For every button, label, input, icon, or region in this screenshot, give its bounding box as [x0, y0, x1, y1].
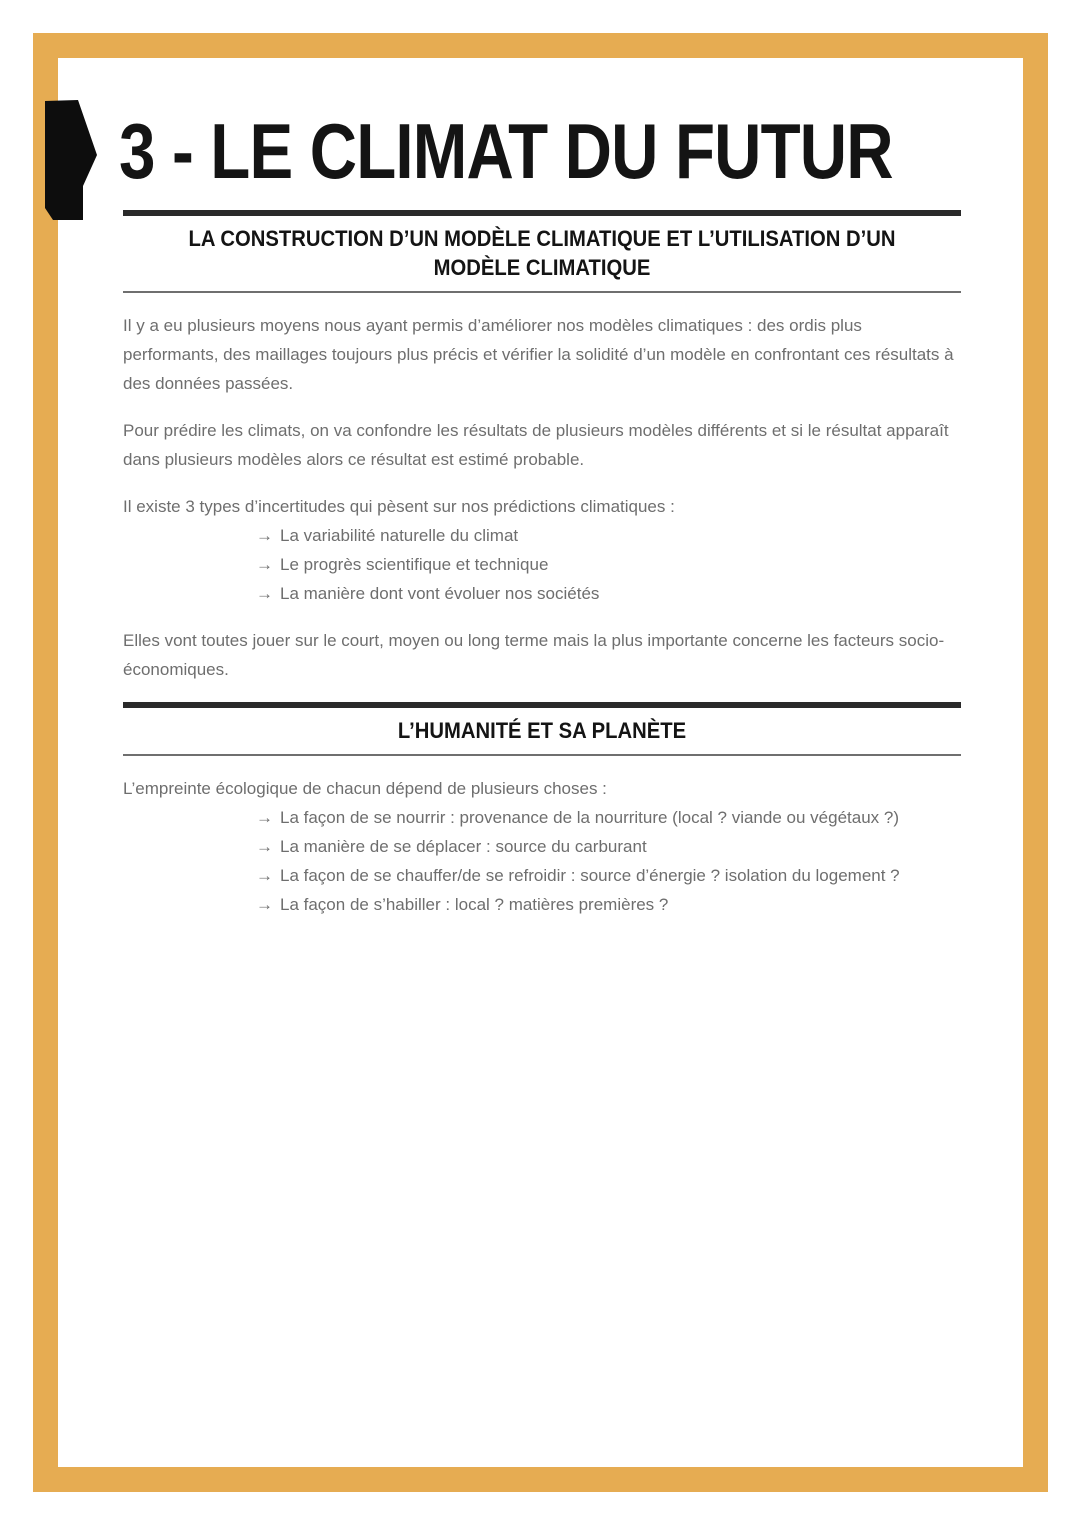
arrow-icon: →: [256, 837, 273, 856]
page-title: 3 - LE CLIMAT DU FUTUR: [119, 107, 893, 195]
paragraph: Elles vont toutes jouer sur le court, moyen ou long terme mais la plus importante concerne les facteurs socio-économiques.: [123, 631, 945, 679]
section-humanite-planete: [123, 702, 961, 919]
section-construction-modele: [123, 210, 961, 684]
section-body: [123, 774, 961, 919]
section-heading: LA CONSTRUCTION D’UN MODÈLE CLIMATIQUE ET L’UTILISATION D’UN MODÈLE CLIMATIQUE: [188, 226, 896, 280]
arrow-icon: →: [256, 808, 273, 827]
arrow-icon: →: [256, 555, 273, 574]
list-item: [123, 861, 961, 890]
arrow-icon: →: [256, 526, 273, 545]
list-item: [123, 832, 961, 861]
list-item-text: La variabilité naturelle du climat: [280, 526, 519, 545]
section-heading: L’HUMANITÉ ET SA PLANÈTE: [397, 718, 687, 743]
list-item: [123, 803, 961, 832]
bullet-list: [123, 803, 961, 919]
section-header: [123, 702, 961, 756]
title-banner-icon: [40, 97, 100, 225]
paragraph: Il existe 3 types d’incertitudes qui pèsent sur nos prédictions climatiques :: [123, 497, 675, 516]
list-item-text: La façon de s’habiller : local ? matières premières ?: [280, 895, 669, 914]
section-header: [123, 210, 961, 293]
list-item: [123, 579, 961, 608]
arrow-icon: →: [256, 895, 273, 914]
list-item-text: La façon de se chauffer/de se refroidir : source d’énergie ? isolation du logement ?: [280, 866, 900, 885]
bullet-list: [123, 521, 961, 608]
list-item: [123, 521, 961, 550]
list-item: [123, 550, 961, 579]
paragraph: Il y a eu plusieurs moyens nous ayant permis d’améliorer nos modèles climatiques : des ordis plus performants, des maillages toujours plus précis et vérifier la solidité d’un modèle en confrontant ces résultats à des données passées.: [123, 316, 954, 393]
section-body: [123, 311, 961, 684]
list-item-text: La manière de se déplacer : source du carburant: [280, 837, 647, 856]
list-item: [123, 890, 961, 919]
page-content: [58, 58, 1023, 1468]
list-item-text: Le progrès scientifique et technique: [280, 555, 549, 574]
arrow-icon: →: [256, 584, 273, 603]
list-item-text: La manière dont vont évoluer nos sociétés: [280, 584, 600, 603]
paragraph: Pour prédire les climats, on va confondre les résultats de plusieurs modèles différents et si le résultat apparaît dans plusieurs modèles alors ce résultat est estimé probable.: [123, 421, 949, 469]
arrow-icon: →: [256, 866, 273, 885]
list-item-text: La façon de se nourrir : provenance de la nourriture (local ? viande ou végétaux ?): [280, 808, 899, 827]
paragraph: L’empreinte écologique de chacun dépend de plusieurs choses :: [123, 779, 607, 798]
